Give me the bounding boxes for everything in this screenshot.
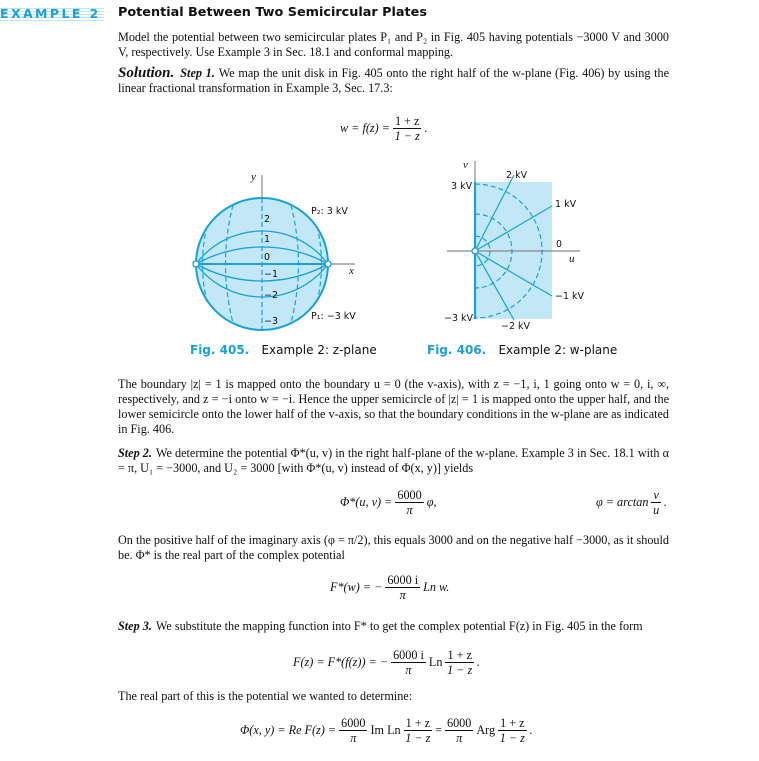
numerator: 6000 i bbox=[393, 648, 424, 662]
denominator: π bbox=[456, 731, 463, 745]
fig405-caption bbox=[190, 343, 377, 358]
eq-lhs: Φ(x, y) = Re F(z) = bbox=[240, 723, 337, 737]
equation-phi-star bbox=[340, 488, 437, 517]
arg-operator: Arg bbox=[476, 723, 496, 737]
step2-paragraph bbox=[118, 446, 669, 476]
fraction bbox=[385, 573, 420, 602]
intro-paragraph: Model the potential between two semicircular plates P₁ and P₂ in Fig. 405 having potentials −3000 V and 3000 V, respectively. Use Example 3 in Sec. 18.1 and conformal mapping. bbox=[118, 30, 669, 59]
caption-text: Example 2: z-plane bbox=[261, 343, 377, 357]
ln-operator: Ln bbox=[428, 655, 443, 669]
eq-rhs: φ, bbox=[426, 495, 437, 509]
numerator: v bbox=[653, 488, 659, 502]
denominator: π bbox=[350, 731, 357, 745]
u-axis-label: u bbox=[569, 253, 575, 265]
fraction bbox=[395, 488, 423, 517]
eq-end: . bbox=[476, 655, 480, 669]
equation-complex-potential bbox=[330, 573, 449, 602]
level-label: 1 kV bbox=[555, 199, 577, 210]
denominator: π bbox=[406, 503, 413, 517]
solution-label: Solution. bbox=[118, 65, 175, 81]
imaginary-axis-paragraph: On the positive half of the imaginary axis (φ = π/2), this equals 3000 and on the negative half −3000, as it should be. Φ* is the real part of the complex potential bbox=[118, 533, 669, 562]
caption-number: Fig. 406. bbox=[427, 343, 487, 357]
step3-paragraph bbox=[118, 619, 669, 634]
numerator: 6000 i bbox=[387, 573, 419, 587]
fraction bbox=[651, 488, 660, 517]
level-label: −3 bbox=[264, 316, 279, 327]
numerator: 1 + z bbox=[394, 114, 420, 128]
denominator: 1 − z bbox=[394, 129, 420, 143]
fraction bbox=[391, 648, 426, 677]
y-axis-label: y bbox=[251, 171, 256, 183]
level-label: 2 bbox=[264, 214, 271, 225]
fraction bbox=[498, 716, 526, 745]
numerator: 6000 bbox=[397, 488, 422, 502]
eq-end: . bbox=[663, 495, 667, 509]
caption-text: Example 2: w-plane bbox=[498, 343, 618, 357]
equation-F-of-z bbox=[293, 648, 480, 677]
denominator: u bbox=[653, 503, 660, 517]
numerator: 1 + z bbox=[447, 648, 472, 662]
plate-p1-label: P₁: −3 kV bbox=[311, 311, 356, 322]
fraction bbox=[445, 716, 473, 745]
plate-p2-label: P₂: 3 kV bbox=[311, 206, 348, 217]
step3-text: We substitute the mapping function into F* to get the complex potential F(z) in Fig. 405 in the form bbox=[155, 619, 643, 633]
denominator: 1 − z bbox=[447, 663, 473, 677]
eq-lhs: F(z) = F*(f(z)) = − bbox=[293, 655, 389, 669]
endpoint-left bbox=[193, 261, 199, 267]
step2-text: We determine the potential Φ*(u, v) in the right half-plane of the w-plane. Example 3 in Sec. 18.1 with α = π, U₁ = −3000, and U₂ = 3000 [with Φ*(u, v) instead of Φ(x, y)] yields bbox=[118, 446, 670, 475]
boundary-paragraph: The boundary |z| = 1 is mapped onto the boundary u = 0 (the v-axis), with z = −1, i, 1 going onto w = 0, i, ∞, respectively, and z = −i onto w = −i. Hence the upper semicircle of |z| = 1 is mapped onto the upper half, and the lower semicircle onto the lower half of the v-axis, so that the boundary conditions in the w-plane are as indicated in Fig. 406. bbox=[118, 377, 669, 436]
x-axis-label: x bbox=[349, 265, 354, 277]
caption-number: Fig. 405. bbox=[190, 343, 250, 357]
eq-end: . bbox=[424, 121, 428, 135]
denominator: π bbox=[405, 663, 412, 677]
level-label: 0 bbox=[556, 239, 563, 250]
numerator: 6000 bbox=[446, 716, 472, 730]
level-label: −1 bbox=[264, 269, 279, 280]
fig405-z-plane bbox=[193, 171, 356, 330]
denominator: 1 − z bbox=[405, 731, 431, 745]
eq-rhs: Ln w. bbox=[423, 580, 450, 594]
step3-label: Step 3. bbox=[118, 619, 152, 633]
fig406-caption bbox=[427, 343, 617, 358]
origin-point bbox=[472, 248, 478, 254]
step2-label: Step 2. bbox=[118, 446, 152, 460]
endpoint-right bbox=[325, 261, 331, 267]
numerator: 1 + z bbox=[500, 716, 525, 730]
numerator: 1 + z bbox=[405, 716, 431, 730]
step1-label: Step 1. bbox=[180, 66, 215, 80]
numerator: 6000 bbox=[341, 716, 366, 730]
eq-lhs: w = f(z) = bbox=[340, 121, 390, 135]
eq-end: . bbox=[529, 723, 533, 737]
eq-lhs: F*(w) = − bbox=[330, 580, 383, 594]
fraction bbox=[339, 716, 367, 745]
fraction bbox=[404, 716, 432, 745]
level-label: 3 kV bbox=[451, 181, 473, 192]
example-label: EXAMPLE 2 bbox=[0, 6, 104, 22]
level-label: −2 bbox=[264, 290, 279, 301]
level-label: −1 kV bbox=[555, 291, 585, 302]
example-title: Potential Between Two Semicircular Plates bbox=[118, 5, 427, 20]
eq-lhs: Φ*(u, v) = bbox=[340, 495, 393, 509]
fig406-w-plane bbox=[444, 159, 585, 332]
level-label: 2 kV bbox=[506, 170, 528, 181]
im-ln-operator: Im Ln bbox=[370, 723, 401, 737]
level-label: −3 kV bbox=[444, 313, 474, 324]
denominator: π bbox=[399, 588, 406, 602]
equation-phi-arctan bbox=[596, 488, 667, 517]
denominator: 1 − z bbox=[499, 731, 525, 745]
level-label: −2 kV bbox=[501, 321, 531, 332]
real-part-paragraph: The real part of this is the potential we wanted to determine: bbox=[118, 689, 413, 703]
step1-text: We map the unit disk in Fig. 405 onto the right half of the w-plane (Fig. 406) by using the linear fractional transformation in Example 3, Sec. 17.3: bbox=[118, 66, 669, 95]
equation-potential bbox=[240, 716, 533, 745]
equals-sign: = bbox=[435, 723, 442, 737]
fraction bbox=[445, 648, 473, 677]
eq-lhs: φ = arctan bbox=[596, 495, 649, 509]
v-axis-label: v bbox=[463, 159, 468, 171]
level-label: 0 bbox=[264, 252, 271, 263]
level-label: 1 bbox=[264, 234, 271, 245]
